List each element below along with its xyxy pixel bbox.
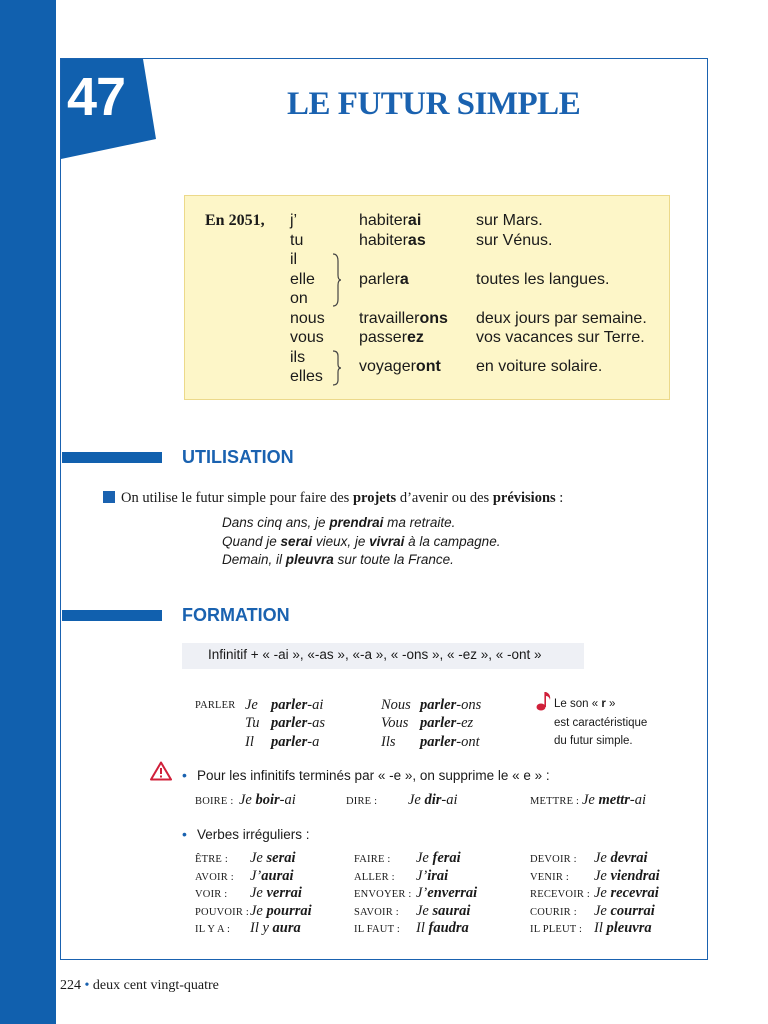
irregular-form: Il y aura	[250, 920, 301, 936]
section-bar-formation	[62, 610, 162, 621]
irregular-heading: Verbes irréguliers :	[197, 827, 310, 842]
irregular-form: Je verrai	[250, 885, 302, 901]
verb-label: VENIR :	[530, 872, 570, 883]
verb-label: SAVOIR :	[354, 907, 399, 918]
verb: habiteras	[359, 232, 426, 249]
verb-label: BOIRE :	[195, 796, 234, 807]
verb-label: IL FAUT :	[354, 924, 400, 935]
note-line: Le son « r »	[554, 698, 616, 710]
section-heading-utilisation: UTILISATION	[182, 447, 294, 467]
bullet-dot-icon: •	[182, 767, 187, 783]
bullet-dot-icon: •	[182, 826, 187, 842]
utilisation-intro: On utilise le futur simple pour faire des projets d’avenir ou des prévisions :	[121, 490, 564, 506]
verb-label: VOIR :	[195, 889, 228, 900]
verb-label: IL Y A :	[195, 924, 231, 935]
conjugation-line: parler-ont	[420, 734, 480, 750]
left-margin-bar	[0, 0, 56, 1024]
irregular-form: Je devrai	[594, 850, 648, 866]
chapter-number: 47	[67, 67, 126, 127]
irregular-form: Je ferai	[416, 850, 461, 866]
pronoun: j’	[290, 212, 298, 229]
complement: toutes les langues.	[476, 271, 610, 288]
irregular-form: Il faudra	[416, 920, 469, 936]
irregular-form: Il pleuvra	[594, 920, 652, 936]
pronoun: nous	[290, 310, 325, 327]
footer-separator: •	[84, 978, 90, 993]
brace-il-elle-on	[330, 253, 342, 307]
irregular-form: J’aurai	[250, 868, 294, 884]
verb-label: DIRE :	[346, 796, 378, 807]
section-bar-utilisation	[62, 452, 162, 463]
verb-label: ALLER :	[354, 872, 395, 883]
conjugation-line: Nous	[381, 697, 411, 713]
complement: deux jours par semaine.	[476, 310, 647, 327]
utilisation-example: Dans cinq ans, je prendrai ma retraite.	[222, 515, 456, 530]
conjugation-line: Il	[245, 734, 254, 750]
irregular-form: J’enverrai	[416, 885, 478, 901]
verb-label: RECEVOIR :	[530, 889, 591, 900]
pronoun: ils	[290, 349, 306, 366]
pronoun: elles	[290, 368, 323, 385]
conjugation-example: Je boir-ai	[239, 792, 296, 808]
page-footer	[60, 978, 219, 994]
irregular-form: Je courrai	[594, 903, 655, 919]
pronoun: elle	[290, 271, 315, 288]
warning-text: Pour les infinitifs terminés par « -e », on supprime le « e » :	[197, 768, 550, 783]
verb-label: POUVOIR :	[195, 907, 250, 918]
verb-label: ÊTRE :	[195, 854, 228, 865]
conjugation-line: Ils	[381, 734, 396, 750]
brace-ils-elles	[330, 350, 342, 386]
warning-icon	[150, 761, 172, 781]
conjugation-example: Je dir-ai	[408, 792, 458, 808]
verb-label: IL PLEUT :	[530, 924, 583, 935]
page-frame	[60, 58, 708, 960]
verb-label: AVOIR :	[195, 872, 234, 883]
complement: en voiture solaire.	[476, 358, 603, 375]
pronoun: tu	[290, 232, 304, 249]
verb-label: DEVOIR :	[530, 854, 577, 865]
conjugation-line: Tu	[245, 715, 260, 731]
square-bullet-icon	[103, 491, 115, 503]
conjugation-line: Je	[245, 697, 258, 713]
verb: travaillerons	[359, 310, 448, 327]
pronoun: il	[290, 251, 298, 268]
verb: passerez	[359, 329, 424, 346]
page-number-words: deux cent vingt-quatre	[92, 978, 219, 993]
conjugation-example: Je mettr-ai	[582, 792, 647, 808]
formula-text: Infinitif + « -ai », «-as », «-a », « -ons », « -ez », « -ont »	[208, 647, 542, 662]
verb-label: COURIR :	[530, 907, 577, 918]
conjugation-line: parler-ez	[420, 715, 474, 731]
conjugation-line: parler-ai	[271, 697, 324, 713]
verb: voyageront	[359, 358, 441, 375]
page-number: 224	[60, 978, 81, 993]
verb: habiterai	[359, 212, 422, 229]
section-heading-formation: FORMATION	[182, 605, 290, 625]
pronoun: on	[290, 290, 308, 307]
note-line: du futur simple.	[554, 735, 633, 747]
irregular-form: J’irai	[416, 868, 449, 884]
verb-label: ENVOYER :	[354, 889, 412, 900]
conjugation-line: Vous	[381, 715, 409, 731]
conjugation-line: parler-as	[271, 715, 325, 731]
verb-label-parler: PARLER	[195, 700, 236, 711]
utilisation-example: Quand je serai vieux, je vivrai à la campagne.	[222, 534, 501, 549]
irregular-form: Je serai	[250, 850, 296, 866]
irregular-form: Je viendrai	[594, 868, 660, 884]
note-line: est caractéristique	[554, 717, 648, 729]
page-title: LE FUTUR SIMPLE	[287, 86, 581, 122]
irregular-form: Je recevrai	[594, 885, 659, 901]
conjugation-line: parler-a	[271, 734, 320, 750]
verb-label: FAIRE :	[354, 854, 391, 865]
complement: sur Vénus.	[476, 232, 553, 249]
music-note-icon	[536, 690, 552, 712]
complement: vos vacances sur Terre.	[476, 329, 645, 346]
utilisation-example: Demain, il pleuvra sur toute la France.	[222, 552, 454, 567]
conjugation-line: parler-ons	[420, 697, 482, 713]
example-lead: En 2051,	[205, 212, 265, 229]
verb-label: METTRE :	[530, 796, 580, 807]
pronoun: vous	[290, 329, 324, 346]
complement: sur Mars.	[476, 212, 543, 229]
verb: parlera	[359, 271, 409, 288]
irregular-form: Je saurai	[416, 903, 471, 919]
irregular-form: Je pourrai	[250, 903, 312, 919]
